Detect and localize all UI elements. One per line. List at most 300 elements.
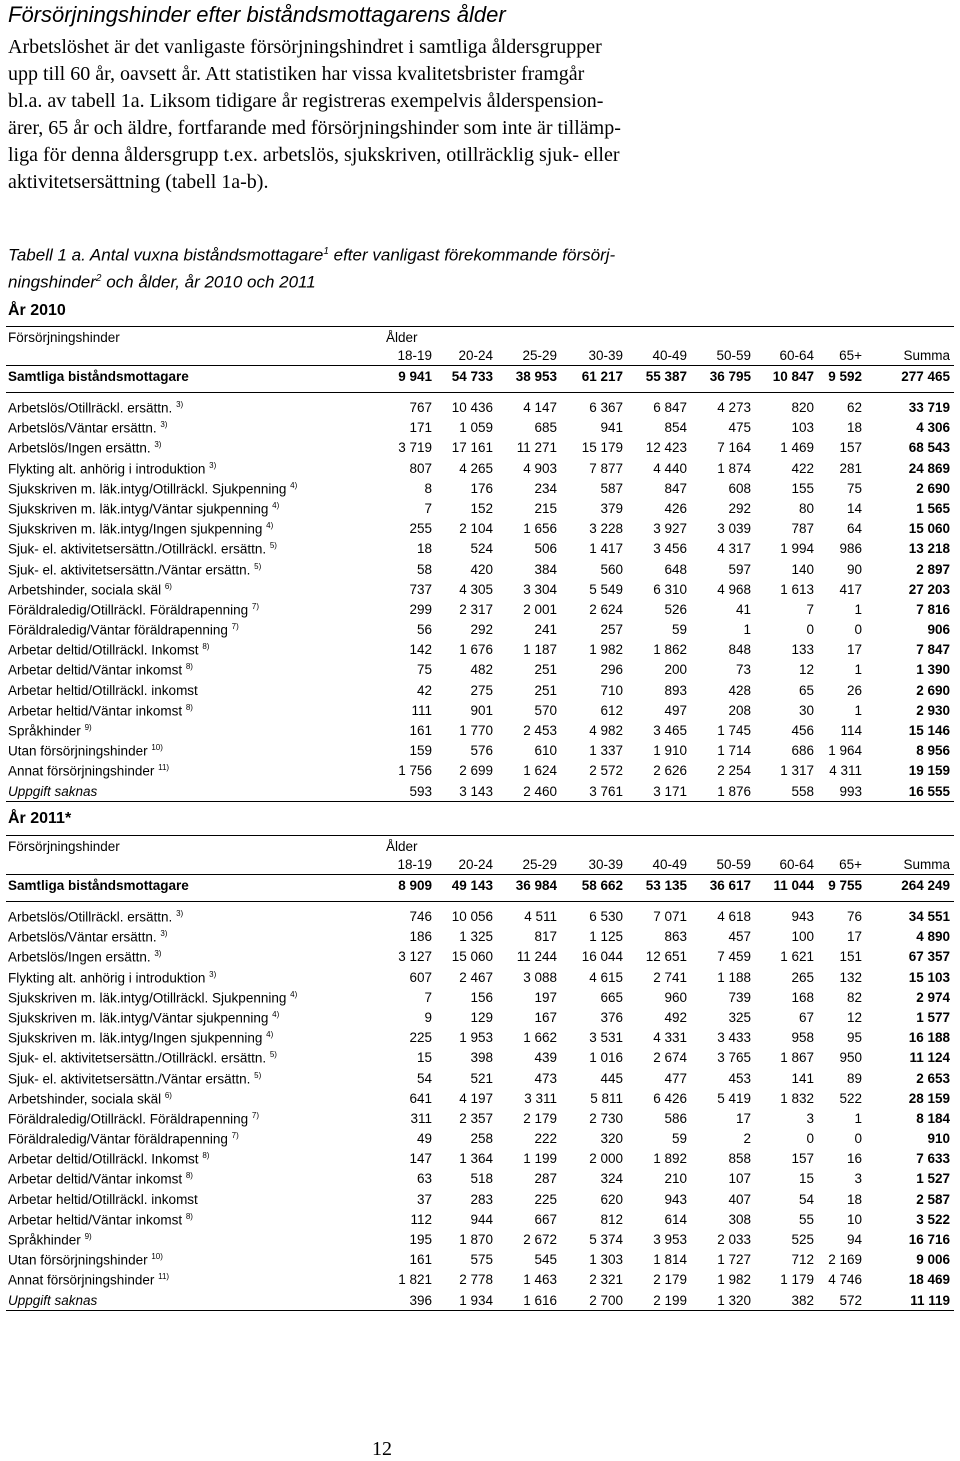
cell-value: 17 161 <box>451 440 493 456</box>
cell-value: 1 756 <box>398 763 432 779</box>
cell-value: 49 143 <box>451 878 493 893</box>
cell-value: 299 <box>409 601 432 617</box>
row-label <box>8 723 92 739</box>
cell-value: 1 188 <box>717 969 751 985</box>
cell-value: 8 <box>424 480 432 496</box>
cell-value: 111 <box>411 702 432 718</box>
row-label <box>8 461 216 477</box>
cell-value: 82 <box>846 989 862 1005</box>
cell-value: 311 <box>410 1110 432 1126</box>
cell-value: 587 <box>600 480 623 496</box>
cell-value: 2 453 <box>523 723 557 738</box>
row-label <box>8 1131 239 1147</box>
cell-value: 1 676 <box>459 642 493 658</box>
cell-value: 53 135 <box>645 878 687 893</box>
row-label <box>8 602 259 618</box>
cell-value: 2 000 <box>589 1151 623 1167</box>
cell-value: 17 <box>846 929 862 945</box>
section-heading: Försörjningshinder efter biståndsmottagarens ålder <box>8 2 506 27</box>
cell-value: 7 <box>424 500 432 516</box>
cell-value: 475 <box>728 420 751 436</box>
cell-value: 4 331 <box>653 1030 687 1046</box>
cell-value: 152 <box>470 500 493 516</box>
row-label-text: Föräldraledig/Otillräckl. Föräldrapenning <box>8 602 249 618</box>
cell-value: 9 <box>424 1009 432 1025</box>
cell-value: 1 <box>854 702 862 718</box>
cell-value: 63 <box>416 1171 432 1187</box>
cell-value: 958 <box>791 1030 814 1046</box>
cell-value: 2 357 <box>459 1110 493 1126</box>
row-label-text: Sjuk- el. aktivitetsersättn./Väntar ersättn. <box>8 1071 251 1086</box>
cell-value: 4 903 <box>523 460 557 476</box>
row-label-text: Flykting alt. anhörig i introduktion <box>8 461 206 477</box>
cell-value: 3 171 <box>653 783 687 799</box>
cell-value: 251 <box>534 682 557 698</box>
table-row <box>6 906 954 926</box>
cell-value: 1 814 <box>653 1252 687 1268</box>
cell-value: 94 <box>846 1232 862 1247</box>
intro-line: upp till 60 år, oavsett år. Att statistiken har vissa kvalitetsbrister framgår <box>8 63 585 85</box>
cell-value: 1 199 <box>523 1151 557 1167</box>
cell-value: 1 621 <box>780 949 814 965</box>
cell-value: 1 876 <box>717 783 751 799</box>
cell-value: 570 <box>534 702 557 718</box>
row-label-text: Uppgift saknas <box>8 783 98 799</box>
table-caption: Tabell 1 a. Antal vuxna biståndsmottagare$^1$ efter vanligast förekommande försörj- ningshinder$^2$ och ålder, år 2010 och 2011 <box>8 245 616 292</box>
cell-value: 3 127 <box>398 949 432 965</box>
cell-value: 17 <box>735 1110 751 1126</box>
cell-value: 941 <box>600 420 623 436</box>
cell-value: 854 <box>664 420 687 436</box>
header-column: 30-39 <box>588 857 623 872</box>
cell-value: 2 690 <box>916 480 950 496</box>
row-label <box>8 501 279 517</box>
cell-value: 251 <box>534 662 557 678</box>
footnote-marker: 8) <box>185 662 193 672</box>
cell-value: 3 088 <box>523 969 557 985</box>
row-label <box>8 1111 259 1127</box>
cell-value: 746 <box>409 909 432 924</box>
row-label <box>8 1232 92 1248</box>
cell-value: 15 103 <box>908 969 950 985</box>
header-column: 65+ <box>839 857 862 872</box>
cell-value: 521 <box>470 1070 493 1086</box>
table-row <box>6 680 954 700</box>
footnote-marker: 3) <box>209 460 217 470</box>
cell-value: 943 <box>664 1191 687 1207</box>
row-label <box>8 990 297 1006</box>
row-label-text: Föräldraledig/Väntar föräldrapenning <box>8 1131 228 1147</box>
cell-value: 6 367 <box>589 400 623 415</box>
table-row <box>6 1088 954 1108</box>
row-label: Samtliga biståndsmottagare <box>8 878 189 893</box>
cell-value: 6 530 <box>589 909 623 924</box>
header-age-label: Ålder <box>386 330 418 345</box>
cell-value: 522 <box>839 1090 862 1106</box>
cell-value: 1 179 <box>780 1272 814 1288</box>
cell-value: 103 <box>791 420 814 436</box>
row-label-text: Språkhinder <box>8 723 81 739</box>
cell-value: 24 869 <box>908 460 950 476</box>
cell-value: 7 877 <box>589 460 623 476</box>
row-label <box>8 481 297 497</box>
cell-value: 2 624 <box>589 601 623 617</box>
cell-value: 90 <box>846 561 862 577</box>
table-row <box>6 1229 954 1249</box>
cell-value: 3 761 <box>589 783 623 799</box>
cell-value: 3 <box>806 1110 814 1126</box>
header-column: 25-29 <box>522 857 557 872</box>
cell-value: 5 549 <box>589 581 623 597</box>
cell-value: 2 778 <box>459 1272 493 1288</box>
cell-value: 67 <box>798 1009 814 1025</box>
table-row <box>6 1027 954 1047</box>
cell-value: 712 <box>791 1252 814 1268</box>
cell-value: 11 271 <box>516 440 557 456</box>
cell-value: 2 179 <box>523 1110 557 1126</box>
cell-value: 54 <box>798 1191 814 1207</box>
cell-value: 55 <box>798 1211 814 1227</box>
cell-value: 497 <box>664 702 687 718</box>
footnote-marker: 4) <box>290 989 298 999</box>
cell-value: 1 714 <box>717 743 751 759</box>
cell-value: 11 119 <box>910 1292 950 1308</box>
cell-value: 863 <box>664 929 687 945</box>
row-label-text: Sjukskriven m. läk.intyg/Väntar sjukpenning <box>8 1010 269 1026</box>
header-column: 60-64 <box>779 857 814 872</box>
table-row <box>6 659 954 679</box>
cell-value: 6 310 <box>653 581 687 597</box>
cell-value: 37 <box>416 1191 432 1207</box>
row-label <box>8 642 209 658</box>
cell-value: 5 811 <box>590 1090 623 1106</box>
cell-value: 80 <box>798 500 814 516</box>
cell-value: 11 244 <box>516 949 557 965</box>
cell-value: 112 <box>410 1211 432 1227</box>
row-label-text: Flykting alt. anhörig i introduktion <box>8 970 206 986</box>
row-label-text: Arbetslös/Otillräckl. ersättn. <box>8 909 173 925</box>
row-label <box>8 541 277 557</box>
footnote-marker: 6) <box>164 581 172 591</box>
cell-value: 95 <box>846 1030 862 1046</box>
table-row <box>6 967 954 987</box>
cell-value: 686 <box>791 743 814 759</box>
row-label <box>8 683 198 698</box>
cell-value: 225 <box>534 1191 557 1207</box>
cell-value: 820 <box>791 400 814 415</box>
cell-value: 396 <box>409 1292 432 1308</box>
cell-value: 1 662 <box>523 1030 557 1046</box>
table-row <box>6 599 954 619</box>
cell-value: 3 456 <box>653 541 687 557</box>
cell-value: 4 306 <box>916 420 950 436</box>
cell-value: 58 662 <box>581 878 623 893</box>
cell-value: 807 <box>409 460 432 476</box>
footnote-marker: 4) <box>272 1009 280 1019</box>
row-label-text: Föräldraledig/Otillräckl. Föräldrapenning <box>8 1111 249 1127</box>
cell-value: 4 273 <box>717 400 751 415</box>
row-label-text: Annat försörjningshinder <box>8 763 155 779</box>
footnote-marker: 3) <box>176 400 184 409</box>
cell-value: 2 730 <box>589 1110 623 1126</box>
cell-value: 1 016 <box>589 1050 623 1066</box>
cell-value: 3 304 <box>523 581 557 597</box>
cell-value: 26 <box>846 682 862 698</box>
cell-value: 1 320 <box>717 1292 751 1308</box>
header-column: 50-59 <box>716 857 751 872</box>
table-row <box>6 458 954 478</box>
cell-value: 910 <box>927 1131 950 1147</box>
cell-value: 15 <box>416 1050 432 1066</box>
cell-value: 176 <box>470 480 493 496</box>
row-label <box>8 420 167 436</box>
cell-value: 0 <box>854 1131 862 1147</box>
row-label <box>8 521 273 537</box>
cell-value: 2 672 <box>523 1232 557 1247</box>
cell-value: 767 <box>409 400 432 415</box>
cell-value: 265 <box>791 969 814 985</box>
cell-value: 100 <box>791 929 814 945</box>
cell-value: 576 <box>470 743 493 759</box>
cell-value: 2 699 <box>459 763 493 779</box>
cell-value: 12 <box>846 1009 862 1025</box>
cell-value: 608 <box>728 480 751 496</box>
row-label <box>8 1171 193 1187</box>
table-row <box>6 1108 954 1128</box>
cell-value: 89 <box>846 1070 862 1086</box>
footnote-marker: 3) <box>154 440 162 450</box>
cell-value: 4 197 <box>459 1090 493 1106</box>
header-column: 18-19 <box>397 857 432 872</box>
cell-value: 1 469 <box>780 440 814 456</box>
cell-value: 54 <box>416 1070 432 1086</box>
row-label-text: Sjukskriven m. läk.intyg/Väntar sjukpenning <box>8 501 269 517</box>
cell-value: 4 311 <box>829 763 862 779</box>
cell-value: 3 311 <box>524 1090 557 1106</box>
cell-value: 641 <box>409 1090 432 1106</box>
row-label-text: Språkhinder <box>8 1232 81 1248</box>
cell-value: 277 465 <box>901 369 950 384</box>
cell-value: 739 <box>728 989 751 1005</box>
cell-value: 2 897 <box>916 561 950 577</box>
row-label <box>8 1050 277 1066</box>
footnote-marker: 10) <box>151 1252 163 1262</box>
cell-value: 2 572 <box>589 763 623 779</box>
cell-value: 1 577 <box>916 1009 950 1025</box>
cell-value: 847 <box>664 480 687 496</box>
table-row <box>6 987 954 1007</box>
cell-value: 255 <box>409 521 432 537</box>
header-age-label: Ålder <box>386 839 418 854</box>
cell-value: 607 <box>409 969 432 985</box>
cell-value: 737 <box>409 581 432 597</box>
row-label-text: Sjuk- el. aktivitetsersättn./Otillräckl. ersättn. <box>8 541 267 557</box>
table-row <box>6 559 954 579</box>
table-row <box>6 1007 954 1027</box>
cell-value: 1 832 <box>780 1090 814 1106</box>
cell-value: 2 199 <box>653 1292 687 1308</box>
cell-value: 524 <box>470 541 493 557</box>
row-label-text: Arbetar heltid/Väntar inkomst <box>8 703 183 719</box>
cell-value: 36 795 <box>709 369 751 384</box>
footnote-marker: 4) <box>266 521 274 531</box>
cell-value: 2 930 <box>916 702 950 718</box>
row-label <box>8 1010 279 1026</box>
table-row <box>6 397 954 417</box>
cell-value: 6 426 <box>653 1090 687 1106</box>
row-label <box>8 1030 273 1046</box>
intro-paragraph <box>8 34 958 196</box>
cell-value: 379 <box>600 500 623 516</box>
cell-value: 141 <box>791 1070 814 1086</box>
cell-value: 76 <box>846 909 862 924</box>
row-label <box>8 1091 172 1107</box>
cell-value: 16 716 <box>908 1232 950 1247</box>
cell-value: 9 592 <box>828 369 862 384</box>
cell-value: 710 <box>600 682 623 698</box>
cell-value: 422 <box>791 460 814 476</box>
cell-value: 7 847 <box>916 642 950 658</box>
cell-value: 3 <box>854 1171 862 1187</box>
table-row <box>6 478 954 498</box>
cell-value: 5 374 <box>589 1232 623 1247</box>
cell-value: 54 733 <box>451 369 493 384</box>
cell-value: 200 <box>664 662 687 678</box>
cell-value: 68 543 <box>908 440 950 456</box>
data-table-2011 <box>6 835 954 1311</box>
cell-value: 620 <box>600 1191 623 1207</box>
cell-value: 893 <box>664 682 687 698</box>
row-label-text: Arbetslös/Ingen ersättn. <box>8 949 151 965</box>
cell-value: 15 060 <box>451 949 493 965</box>
header-column: 25-29 <box>522 348 557 363</box>
cell-value: 1 745 <box>717 723 751 738</box>
row-label-text: Sjuk- el. aktivitetsersättn./Otillräckl. ersättn. <box>8 1050 267 1066</box>
cell-value: 73 <box>735 662 751 678</box>
cell-value: 15 179 <box>581 440 623 456</box>
cell-value: 572 <box>839 1292 862 1308</box>
cell-value: 140 <box>791 561 814 577</box>
cell-value: 3 039 <box>717 521 751 537</box>
cell-value: 1 982 <box>589 642 623 658</box>
cell-value: 906 <box>927 622 950 638</box>
cell-value: 15 060 <box>908 521 950 537</box>
cell-value: 7 <box>424 989 432 1005</box>
cell-value: 2 104 <box>459 521 493 537</box>
cell-value: 560 <box>600 561 623 577</box>
cell-value: 1 417 <box>589 541 623 557</box>
cell-value: 324 <box>600 1171 623 1187</box>
cell-value: 2 653 <box>916 1070 950 1086</box>
cell-value: 3 531 <box>589 1030 623 1046</box>
row-label <box>8 784 97 799</box>
footnote-marker: 6) <box>164 1090 172 1100</box>
cell-value: 4 440 <box>653 460 687 476</box>
cell-value: 38 953 <box>515 369 557 384</box>
cell-value: 2 460 <box>523 783 557 799</box>
row-label <box>8 1151 209 1167</box>
cell-value: 3 433 <box>717 1030 751 1046</box>
row-label-text: Sjuk- el. aktivitetsersättn./Väntar ersättn. <box>8 562 251 577</box>
cell-value: 0 <box>854 622 862 638</box>
cell-value: 132 <box>839 969 862 985</box>
header-column: 40-49 <box>652 857 687 872</box>
cell-value: 1 303 <box>589 1252 623 1268</box>
cell-value: 944 <box>470 1211 493 1227</box>
cell-value: 575 <box>470 1252 493 1268</box>
cell-value: 1 <box>743 622 751 638</box>
cell-value: 49 <box>416 1131 432 1147</box>
header-label: Försörjningshinder <box>8 839 120 854</box>
footnote-marker: 11) <box>158 1272 170 1282</box>
row-label-text: Arbetslös/Väntar ersättn. <box>8 929 157 945</box>
year-label-2011: År 2011* <box>8 810 72 827</box>
table-row <box>6 1269 954 1289</box>
row-label-text: Sjukskriven m. läk.intyg/Ingen sjukpenning <box>8 521 263 537</box>
cell-value: 787 <box>791 521 814 537</box>
table-row <box>6 417 954 437</box>
cell-value: 264 249 <box>901 878 950 893</box>
cell-value: 1 910 <box>653 743 687 759</box>
cell-value: 1 <box>854 662 862 678</box>
cell-value: 107 <box>728 1171 751 1187</box>
footnote-marker: 7) <box>231 1131 239 1141</box>
table-row <box>6 1209 954 1229</box>
cell-value: 1 862 <box>653 642 687 658</box>
cell-value: 234 <box>534 480 557 496</box>
cell-value: 950 <box>839 1050 862 1066</box>
footnote-marker: 8) <box>202 1151 210 1161</box>
table-row <box>6 1128 954 1148</box>
cell-value: 648 <box>664 561 687 577</box>
row-label <box>8 929 167 945</box>
cell-value: 597 <box>728 561 751 577</box>
cell-value: 4 618 <box>717 909 751 924</box>
table-row <box>6 720 954 740</box>
footnote-marker: 8) <box>185 1171 193 1181</box>
footnote-marker: 5) <box>254 561 262 571</box>
cell-value: 7 071 <box>653 909 687 924</box>
cell-value: 225 <box>409 1030 432 1046</box>
cell-value: 1 821 <box>398 1272 432 1288</box>
cell-value: 482 <box>470 662 493 678</box>
cell-value: 210 <box>664 1171 687 1187</box>
cell-value: 1 964 <box>828 743 862 759</box>
header-column: 40-49 <box>652 348 687 363</box>
cell-value: 398 <box>470 1050 493 1066</box>
cell-value: 667 <box>534 1211 557 1227</box>
cell-value: 1 727 <box>717 1252 751 1268</box>
footnote-marker: 3) <box>176 909 184 918</box>
cell-value: 59 <box>671 1131 687 1147</box>
row-label-text: Arbetar deltid/Väntar inkomst <box>8 1171 183 1187</box>
cell-value: 222 <box>534 1131 557 1147</box>
cell-value: 610 <box>534 743 557 759</box>
cell-value: 186 <box>409 929 432 945</box>
footnote-marker: 4) <box>266 1030 274 1040</box>
cell-value: 3 765 <box>717 1050 751 1066</box>
cell-value: 61 217 <box>581 369 623 384</box>
footnote-marker: 9) <box>84 1232 92 1241</box>
cell-value: 30 <box>798 702 814 718</box>
table-row <box>6 1290 954 1311</box>
cell-value: 14 <box>846 500 862 516</box>
cell-value: 0 <box>806 622 814 638</box>
header-column: 60-64 <box>779 348 814 363</box>
row-label <box>8 703 193 719</box>
cell-value: 477 <box>664 1070 687 1086</box>
cell-value: 55 387 <box>645 369 687 384</box>
